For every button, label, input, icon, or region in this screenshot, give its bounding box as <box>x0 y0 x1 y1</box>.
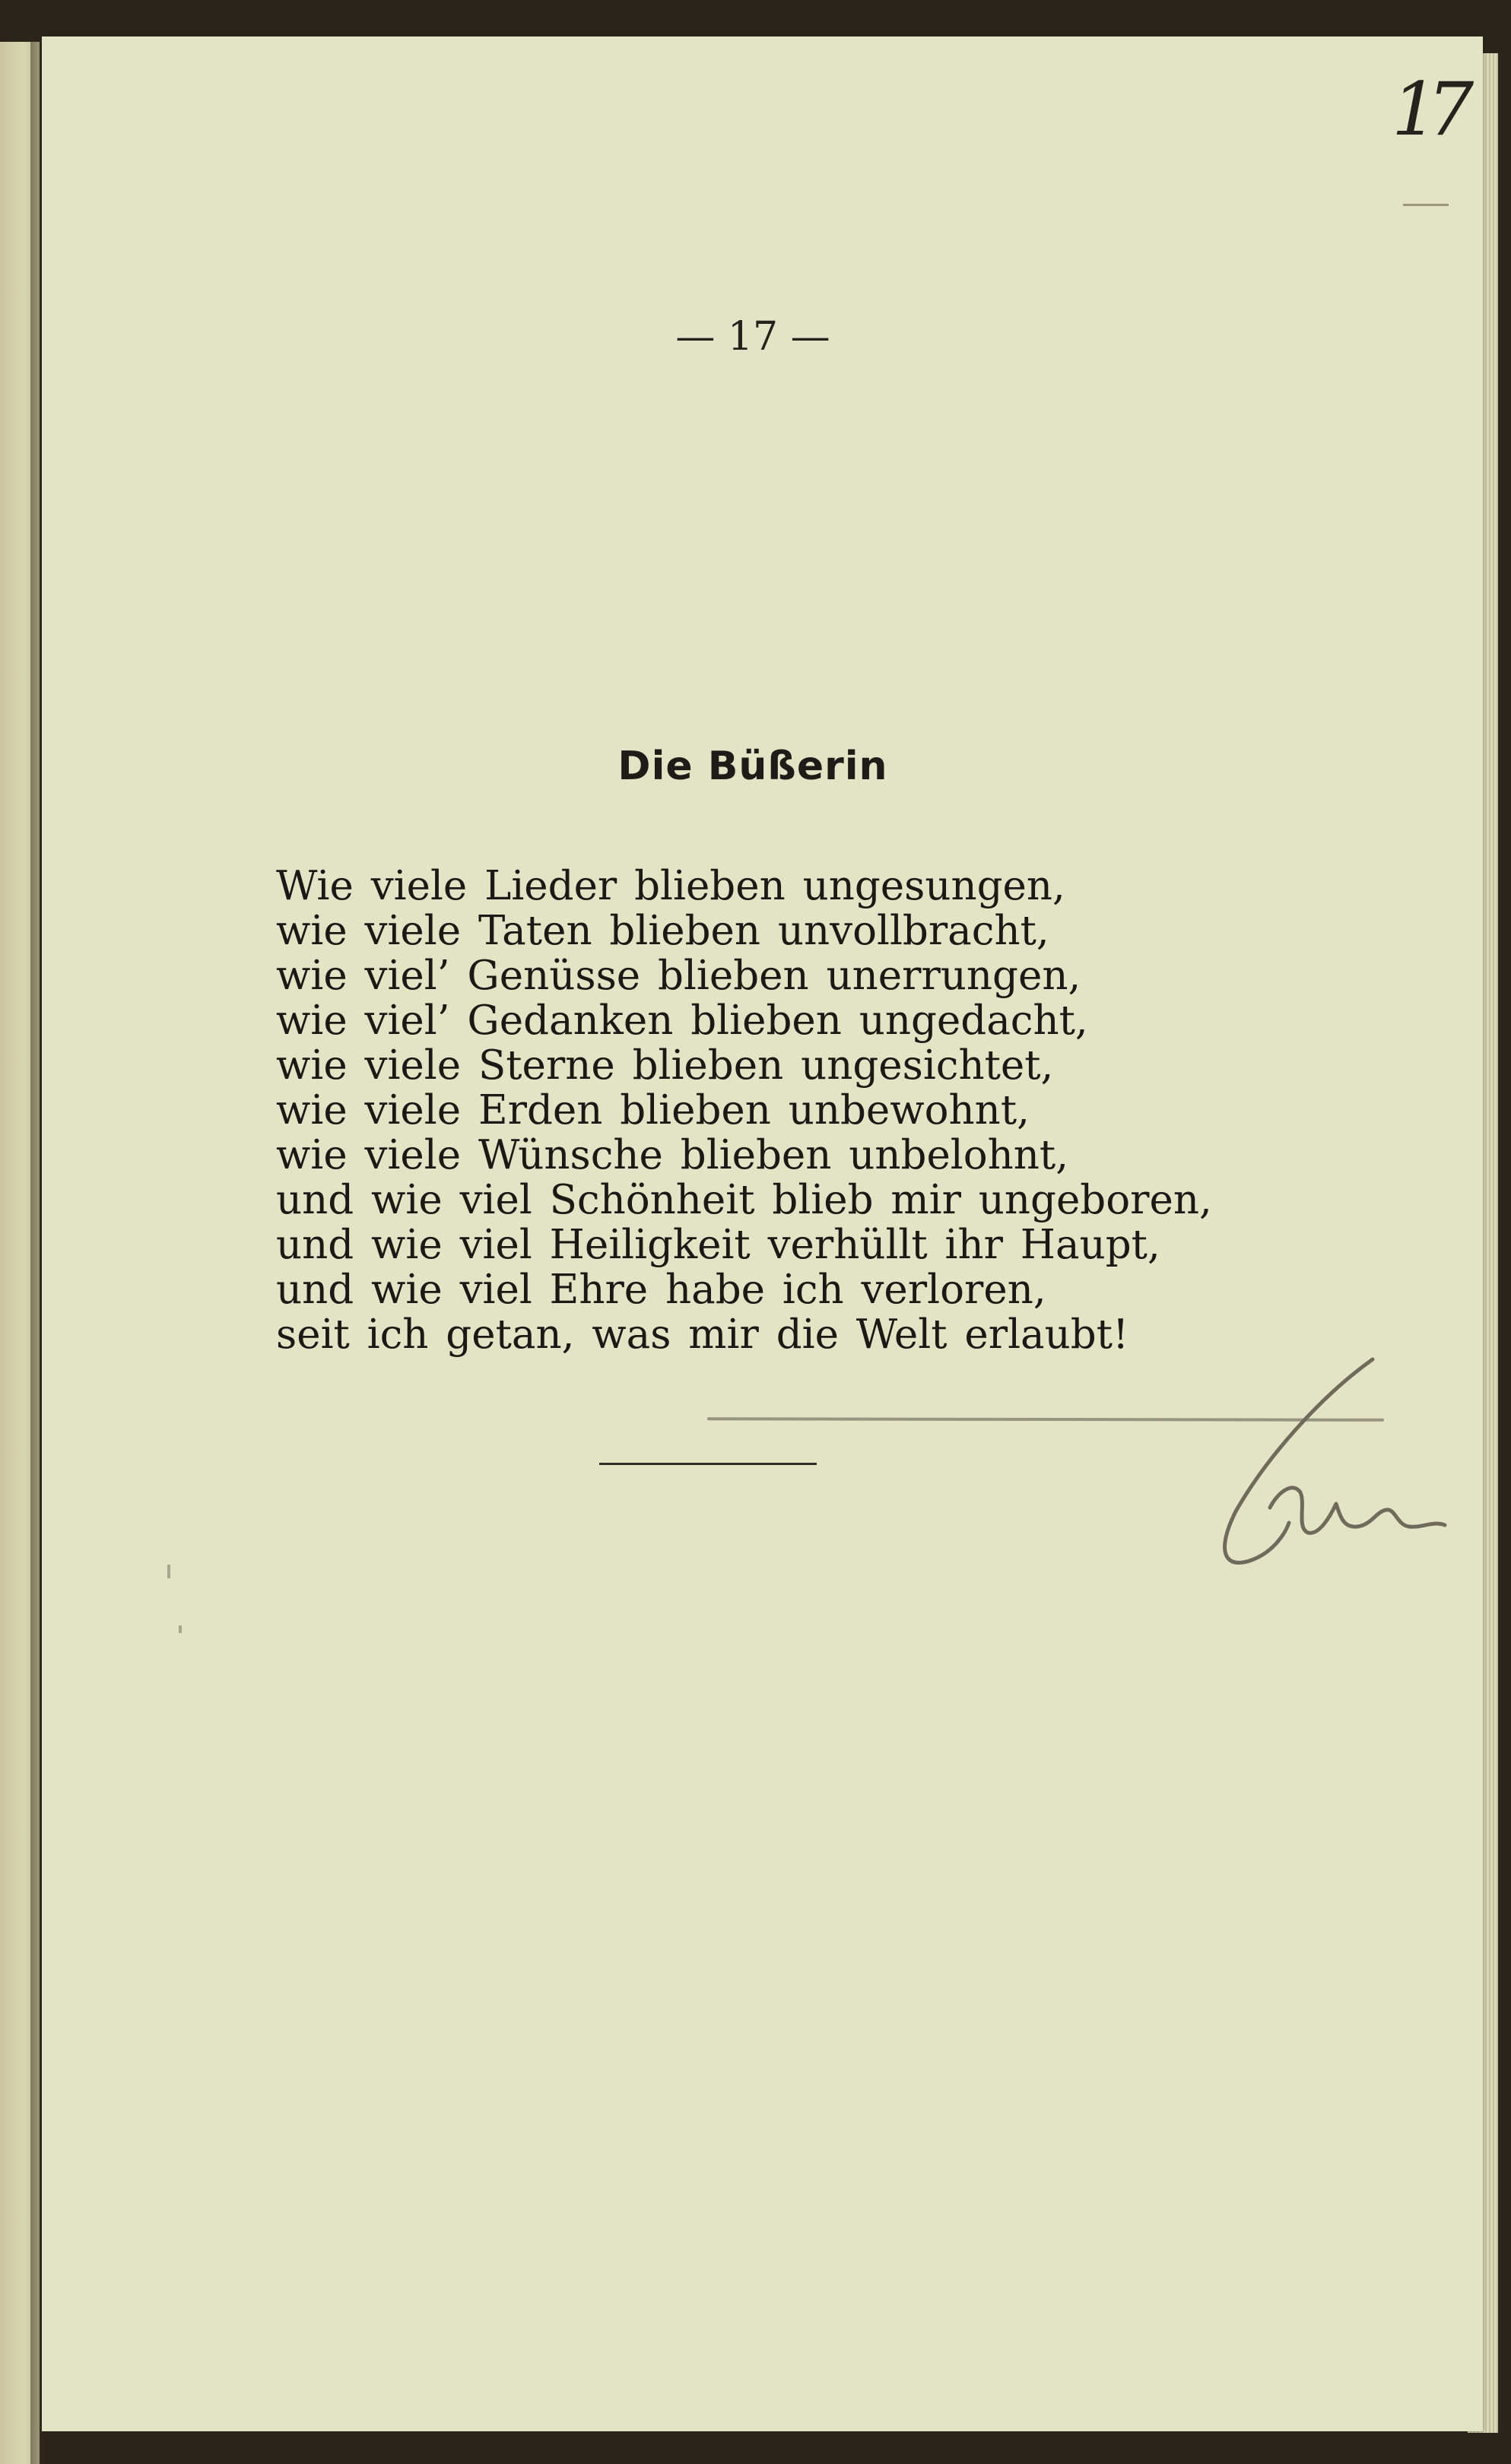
poem-line: wie viel’ Gedanken blieben ungedacht, <box>276 997 1088 1044</box>
handwritten-folio-number: 17 <box>1392 67 1464 152</box>
poem-line: wie viele Sterne blieben ungesichtet, <box>276 1042 1054 1089</box>
poem-line: wie viel’ Genüsse blieben unerrungen, <box>276 953 1081 999</box>
paper-mark <box>179 1625 182 1633</box>
poem-line: wie viele Wünsche blieben unbelohnt, <box>276 1132 1069 1178</box>
end-rule <box>599 1463 817 1465</box>
poem-line: und wie viel Schönheit blieb mir ungeboren, <box>276 1177 1212 1223</box>
pencil-mark <box>1403 204 1449 206</box>
poem-text <box>276 864 1265 1357</box>
page <box>42 36 1483 2431</box>
page-number: — 17 — <box>675 314 830 360</box>
signature-icon <box>1144 1329 1509 1618</box>
poem-line: wie viele Taten blieben unvollbracht, <box>276 908 1049 954</box>
poem-line: wie viele Erden blieben unbewohnt, <box>276 1087 1030 1134</box>
poem-line: und wie viel Heiligkeit verhüllt ihr Haupt, <box>276 1222 1160 1268</box>
poem-line: seit ich getan, was mir die Welt erlaubt! <box>276 1311 1129 1358</box>
poem-line: Wie viele Lieder blieben ungesungen, <box>276 863 1065 909</box>
paper-mark <box>167 1565 170 1578</box>
poem-line: und wie viel Ehre habe ich verloren, <box>276 1267 1046 1313</box>
poem-title: Die Büßerin <box>617 744 888 789</box>
